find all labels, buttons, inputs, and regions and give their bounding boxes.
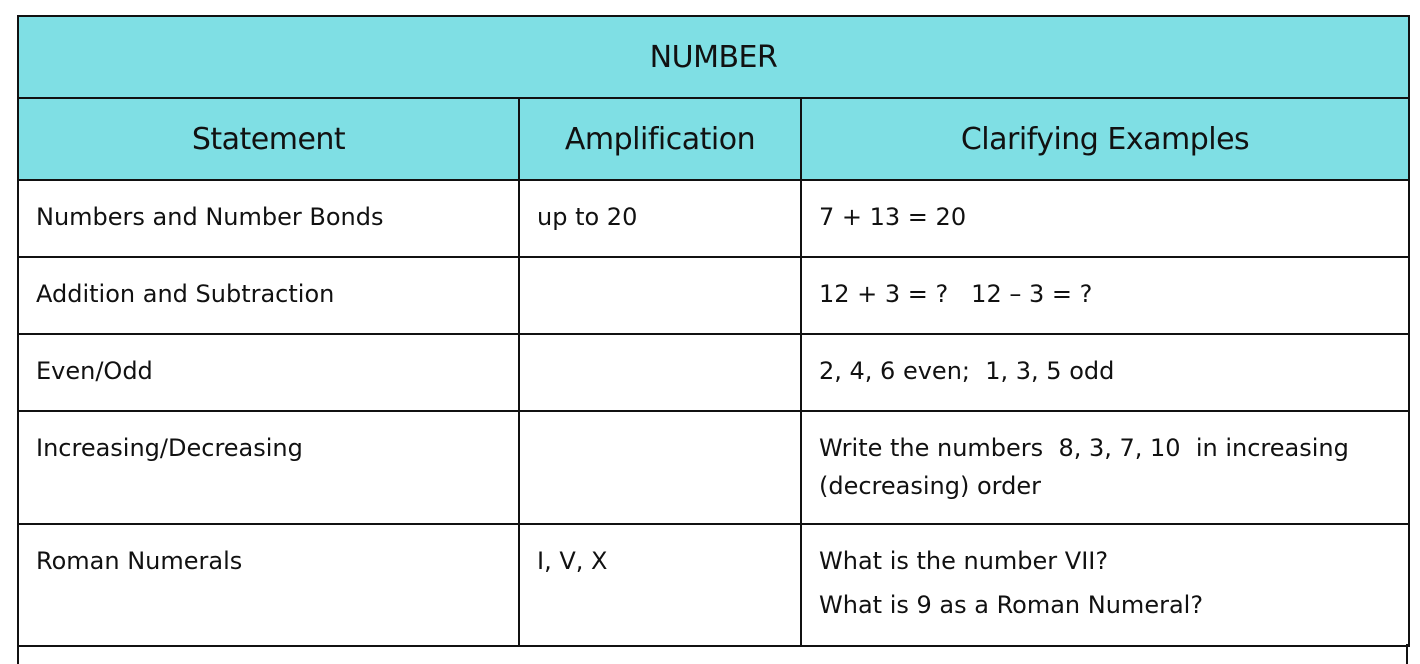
- examples-cell: 12 + 3 = ? 12 – 3 = ?: [801, 257, 1409, 334]
- statement-cell: Addition and Subtraction: [18, 257, 519, 334]
- header-clarifying-examples: Clarifying Examples: [801, 98, 1409, 180]
- statement-cell: Roman Numerals: [18, 524, 519, 646]
- table-row: [18, 257, 1409, 334]
- examples-cell: 7 + 13 = 20: [801, 180, 1409, 257]
- example-line: What is 9 as a Roman Numeral?: [819, 591, 1204, 619]
- amplification-cell: [519, 411, 801, 524]
- amplification-cell: up to 20: [519, 180, 801, 257]
- table-title: NUMBER: [18, 16, 1409, 98]
- number-table: [17, 15, 1410, 647]
- statement-cell: Even/Odd: [18, 334, 519, 411]
- example-line: What is the number VII?: [819, 547, 1109, 575]
- table-continuation: [17, 644, 1408, 664]
- amplification-cell: [519, 334, 801, 411]
- examples-cell: [801, 524, 1409, 646]
- examples-cell: Write the numbers 8, 3, 7, 10 in increasing (decreasing) order: [801, 411, 1409, 524]
- header-statement: Statement: [18, 98, 519, 180]
- statement-cell: Numbers and Number Bonds: [18, 180, 519, 257]
- title-row: [18, 16, 1409, 98]
- table-row: [18, 334, 1409, 411]
- header-amplification: Amplification: [519, 98, 801, 180]
- examples-cell: 2, 4, 6 even; 1, 3, 5 odd: [801, 334, 1409, 411]
- table-row: [18, 524, 1409, 646]
- amplification-cell: I, V, X: [519, 524, 801, 646]
- table-row: [18, 180, 1409, 257]
- table-row: [18, 411, 1409, 524]
- amplification-cell: [519, 257, 801, 334]
- statement-cell: Increasing/Decreasing: [18, 411, 519, 524]
- header-row: [18, 98, 1409, 180]
